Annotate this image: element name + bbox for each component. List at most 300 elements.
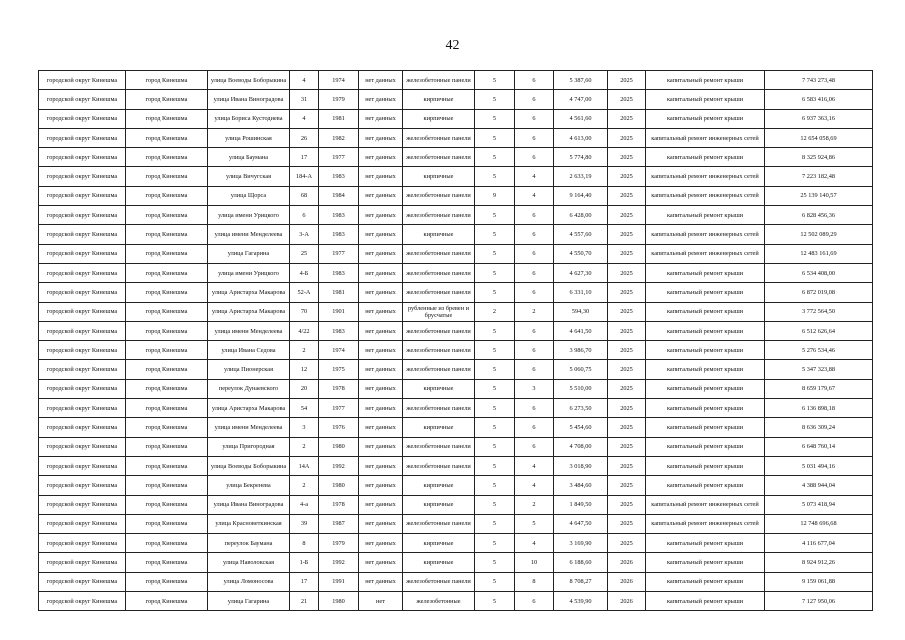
wall-material-cell: железобетонные панели bbox=[403, 71, 475, 90]
cost-cell: 12 654 058,69 bbox=[765, 128, 873, 147]
street-cell: улица Воеводы Боборыкина bbox=[208, 71, 290, 90]
build-year-cell: 1976 bbox=[319, 418, 359, 437]
table-row bbox=[39, 283, 873, 302]
floors-cell: 5 bbox=[475, 399, 515, 418]
floors-cell: 5 bbox=[475, 341, 515, 360]
plan-year-cell: 2025 bbox=[608, 128, 646, 147]
build-year-cell: 1981 bbox=[319, 283, 359, 302]
street-cell: улица имени Менделеева bbox=[208, 225, 290, 244]
work-type-cell: капитальный ремонт крыши bbox=[646, 321, 765, 340]
settlement-cell: город Кинешма bbox=[126, 456, 208, 475]
cost-cell: 7 223 182,48 bbox=[765, 167, 873, 186]
house-number-cell: 2 bbox=[290, 341, 319, 360]
work-type-cell: капитальный ремонт инженерных сетей bbox=[646, 186, 765, 205]
commission-year-cell: нет данных bbox=[359, 534, 403, 553]
work-type-cell: капитальный ремонт крыши bbox=[646, 360, 765, 379]
settlement-cell: город Кинешма bbox=[126, 206, 208, 225]
street-cell: улица Бориса Кустодиева bbox=[208, 109, 290, 128]
house-number-cell: 3-А bbox=[290, 225, 319, 244]
house-number-cell: 54 bbox=[290, 399, 319, 418]
area-cell: 3 986,70 bbox=[554, 341, 608, 360]
cost-cell: 12 748 696,68 bbox=[765, 514, 873, 533]
build-year-cell: 1980 bbox=[319, 437, 359, 456]
entrances-cell: 4 bbox=[515, 167, 554, 186]
wall-material-cell: железобетонные панели bbox=[403, 148, 475, 167]
cost-cell: 5 347 323,88 bbox=[765, 360, 873, 379]
area-cell: 4 613,00 bbox=[554, 128, 608, 147]
settlement-cell: город Кинешма bbox=[126, 321, 208, 340]
work-type-cell: капитальный ремонт крыши bbox=[646, 263, 765, 282]
work-type-cell: капитальный ремонт крыши bbox=[646, 90, 765, 109]
cost-cell: 7 743 273,48 bbox=[765, 71, 873, 90]
commission-year-cell: нет данных bbox=[359, 128, 403, 147]
plan-year-cell: 2025 bbox=[608, 206, 646, 225]
plan-year-cell: 2026 bbox=[608, 592, 646, 611]
table-row bbox=[39, 495, 873, 514]
municipality-cell: городской округ Кинешма bbox=[39, 148, 126, 167]
build-year-cell: 1980 bbox=[319, 592, 359, 611]
street-cell: улица Вичугская bbox=[208, 167, 290, 186]
settlement-cell: город Кинешма bbox=[126, 263, 208, 282]
plan-year-cell: 2025 bbox=[608, 244, 646, 263]
wall-material-cell: железобетонные панели bbox=[403, 437, 475, 456]
area-cell: 594,30 bbox=[554, 302, 608, 321]
entrances-cell: 4 bbox=[515, 476, 554, 495]
settlement-cell: город Кинешма bbox=[126, 418, 208, 437]
plan-year-cell: 2025 bbox=[608, 148, 646, 167]
house-number-cell: 39 bbox=[290, 514, 319, 533]
commission-year-cell: нет данных bbox=[359, 553, 403, 572]
build-year-cell: 1974 bbox=[319, 71, 359, 90]
municipality-cell: городской округ Кинешма bbox=[39, 592, 126, 611]
work-type-cell: капитальный ремонт крыши bbox=[646, 437, 765, 456]
cost-cell: 6 828 456,36 bbox=[765, 206, 873, 225]
build-year-cell: 1974 bbox=[319, 341, 359, 360]
floors-cell: 5 bbox=[475, 418, 515, 437]
table-row bbox=[39, 399, 873, 418]
street-cell: улица Бекренева bbox=[208, 476, 290, 495]
plan-year-cell: 2025 bbox=[608, 109, 646, 128]
table-row bbox=[39, 437, 873, 456]
work-type-cell: капитальный ремонт крыши bbox=[646, 456, 765, 475]
table-row bbox=[39, 572, 873, 591]
floors-cell: 5 bbox=[475, 379, 515, 398]
settlement-cell: город Кинешма bbox=[126, 437, 208, 456]
area-cell: 6 273,50 bbox=[554, 399, 608, 418]
plan-year-cell: 2025 bbox=[608, 167, 646, 186]
settlement-cell: город Кинешма bbox=[126, 476, 208, 495]
commission-year-cell: нет данных bbox=[359, 263, 403, 282]
municipality-cell: городской округ Кинешма bbox=[39, 283, 126, 302]
commission-year-cell: нет данных bbox=[359, 167, 403, 186]
build-year-cell: 1983 bbox=[319, 321, 359, 340]
cost-cell: 12 502 089,29 bbox=[765, 225, 873, 244]
municipality-cell: городской округ Кинешма bbox=[39, 167, 126, 186]
work-type-cell: капитальный ремонт крыши bbox=[646, 572, 765, 591]
wall-material-cell: кирпичные bbox=[403, 553, 475, 572]
build-year-cell: 1991 bbox=[319, 572, 359, 591]
area-cell: 4 539,90 bbox=[554, 592, 608, 611]
street-cell: улица Щорса bbox=[208, 186, 290, 205]
entrances-cell: 6 bbox=[515, 399, 554, 418]
cost-cell: 4 116 677,04 bbox=[765, 534, 873, 553]
wall-material-cell: железобетонные панели bbox=[403, 206, 475, 225]
entrances-cell: 8 bbox=[515, 572, 554, 591]
entrances-cell: 6 bbox=[515, 592, 554, 611]
entrances-cell: 6 bbox=[515, 244, 554, 263]
cost-cell: 6 534 408,00 bbox=[765, 263, 873, 282]
area-cell: 3 169,90 bbox=[554, 534, 608, 553]
street-cell: улица Пионерская bbox=[208, 360, 290, 379]
entrances-cell: 6 bbox=[515, 206, 554, 225]
entrances-cell: 6 bbox=[515, 109, 554, 128]
plan-year-cell: 2025 bbox=[608, 283, 646, 302]
work-type-cell: капитальный ремонт крыши bbox=[646, 553, 765, 572]
cost-cell: 8 636 309,24 bbox=[765, 418, 873, 437]
table-row bbox=[39, 90, 873, 109]
wall-material-cell: кирпичные bbox=[403, 109, 475, 128]
municipality-cell: городской округ Кинешма bbox=[39, 379, 126, 398]
area-cell: 4 557,60 bbox=[554, 225, 608, 244]
entrances-cell: 2 bbox=[515, 302, 554, 321]
settlement-cell: город Кинешма bbox=[126, 90, 208, 109]
commission-year-cell: нет данных bbox=[359, 476, 403, 495]
area-cell: 4 561,60 bbox=[554, 109, 608, 128]
house-number-cell: 20 bbox=[290, 379, 319, 398]
entrances-cell: 6 bbox=[515, 437, 554, 456]
cost-cell: 6 512 626,64 bbox=[765, 321, 873, 340]
municipality-cell: городской округ Кинешма bbox=[39, 341, 126, 360]
wall-material-cell: железобетонные bbox=[403, 592, 475, 611]
settlement-cell: город Кинешма bbox=[126, 572, 208, 591]
wall-material-cell: железобетонные панели bbox=[403, 244, 475, 263]
house-number-cell: 21 bbox=[290, 592, 319, 611]
commission-year-cell: нет данных bbox=[359, 379, 403, 398]
street-cell: улица имени Урицкого bbox=[208, 263, 290, 282]
cost-cell: 6 937 363,16 bbox=[765, 109, 873, 128]
floors-cell: 5 bbox=[475, 321, 515, 340]
table-row bbox=[39, 514, 873, 533]
work-type-cell: капитальный ремонт крыши bbox=[646, 71, 765, 90]
plan-year-cell: 2025 bbox=[608, 418, 646, 437]
house-number-cell: 4-Б bbox=[290, 263, 319, 282]
municipality-cell: городской округ Кинешма bbox=[39, 456, 126, 475]
street-cell: улица Ломоносова bbox=[208, 572, 290, 591]
entrances-cell: 6 bbox=[515, 341, 554, 360]
entrances-cell: 10 bbox=[515, 553, 554, 572]
municipality-cell: городской округ Кинешма bbox=[39, 225, 126, 244]
municipality-cell: городской округ Кинешма bbox=[39, 534, 126, 553]
area-cell: 5 774,80 bbox=[554, 148, 608, 167]
settlement-cell: город Кинешма bbox=[126, 592, 208, 611]
street-cell: улица Аристарха Макарова bbox=[208, 283, 290, 302]
build-year-cell: 1987 bbox=[319, 514, 359, 533]
house-number-cell: 6 bbox=[290, 206, 319, 225]
floors-cell: 5 bbox=[475, 283, 515, 302]
wall-material-cell: железобетонные панели bbox=[403, 283, 475, 302]
area-cell: 4 641,50 bbox=[554, 321, 608, 340]
work-type-cell: капитальный ремонт крыши bbox=[646, 206, 765, 225]
work-type-cell: капитальный ремонт крыши bbox=[646, 109, 765, 128]
plan-year-cell: 2025 bbox=[608, 321, 646, 340]
build-year-cell: 1977 bbox=[319, 148, 359, 167]
cost-cell: 6 872 019,08 bbox=[765, 283, 873, 302]
table-row bbox=[39, 206, 873, 225]
wall-material-cell: железобетонные панели bbox=[403, 186, 475, 205]
area-cell: 3 018,90 bbox=[554, 456, 608, 475]
settlement-cell: город Кинешма bbox=[126, 534, 208, 553]
municipality-cell: городской округ Кинешма bbox=[39, 399, 126, 418]
commission-year-cell: нет bbox=[359, 592, 403, 611]
municipality-cell: городской округ Кинешма bbox=[39, 71, 126, 90]
settlement-cell: город Кинешма bbox=[126, 244, 208, 263]
cost-cell: 5 073 418,94 bbox=[765, 495, 873, 514]
house-number-cell: 184-А bbox=[290, 167, 319, 186]
wall-material-cell: железобетонные панели bbox=[403, 263, 475, 282]
plan-year-cell: 2025 bbox=[608, 379, 646, 398]
street-cell: улица Воеводы Боборыкина bbox=[208, 456, 290, 475]
wall-material-cell: кирпичные bbox=[403, 225, 475, 244]
cost-cell: 12 483 161,69 bbox=[765, 244, 873, 263]
area-cell: 5 454,60 bbox=[554, 418, 608, 437]
street-cell: улица Гагарина bbox=[208, 592, 290, 611]
table-row bbox=[39, 71, 873, 90]
plan-year-cell: 2026 bbox=[608, 572, 646, 591]
municipality-cell: городской округ Кинешма bbox=[39, 572, 126, 591]
commission-year-cell: нет данных bbox=[359, 90, 403, 109]
settlement-cell: город Кинешма bbox=[126, 360, 208, 379]
settlement-cell: город Кинешма bbox=[126, 167, 208, 186]
build-year-cell: 1992 bbox=[319, 456, 359, 475]
wall-material-cell: железобетонные панели bbox=[403, 514, 475, 533]
plan-year-cell: 2025 bbox=[608, 360, 646, 379]
entrances-cell: 6 bbox=[515, 283, 554, 302]
house-number-cell: 2 bbox=[290, 437, 319, 456]
housing-registry-table bbox=[38, 70, 873, 611]
build-year-cell: 1983 bbox=[319, 206, 359, 225]
street-cell: переулок Баумана bbox=[208, 534, 290, 553]
entrances-cell: 6 bbox=[515, 90, 554, 109]
settlement-cell: город Кинешма bbox=[126, 341, 208, 360]
settlement-cell: город Кинешма bbox=[126, 379, 208, 398]
build-year-cell: 1979 bbox=[319, 90, 359, 109]
work-type-cell: капитальный ремонт крыши bbox=[646, 148, 765, 167]
settlement-cell: город Кинешма bbox=[126, 148, 208, 167]
floors-cell: 5 bbox=[475, 437, 515, 456]
table-row bbox=[39, 553, 873, 572]
street-cell: переулок Дунаевского bbox=[208, 379, 290, 398]
house-number-cell: 2 bbox=[290, 476, 319, 495]
street-cell: улица Аристарха Макарова bbox=[208, 399, 290, 418]
work-type-cell: капитальный ремонт крыши bbox=[646, 418, 765, 437]
commission-year-cell: нет данных bbox=[359, 71, 403, 90]
municipality-cell: городской округ Кинешма bbox=[39, 109, 126, 128]
house-number-cell: 70 bbox=[290, 302, 319, 321]
table-row bbox=[39, 476, 873, 495]
floors-cell: 5 bbox=[475, 514, 515, 533]
floors-cell: 5 bbox=[475, 263, 515, 282]
municipality-cell: городской округ Кинешма bbox=[39, 206, 126, 225]
wall-material-cell: кирпичные bbox=[403, 476, 475, 495]
house-number-cell: 4-а bbox=[290, 495, 319, 514]
floors-cell: 5 bbox=[475, 495, 515, 514]
build-year-cell: 1982 bbox=[319, 128, 359, 147]
wall-material-cell: рубленные из бревен и брусчатые bbox=[403, 302, 475, 321]
entrances-cell: 6 bbox=[515, 360, 554, 379]
municipality-cell: городской округ Кинешма bbox=[39, 360, 126, 379]
plan-year-cell: 2025 bbox=[608, 341, 646, 360]
entrances-cell: 6 bbox=[515, 321, 554, 340]
plan-year-cell: 2025 bbox=[608, 495, 646, 514]
settlement-cell: город Кинешма bbox=[126, 495, 208, 514]
settlement-cell: город Кинешма bbox=[126, 225, 208, 244]
floors-cell: 9 bbox=[475, 186, 515, 205]
cost-cell: 8 924 912,26 bbox=[765, 553, 873, 572]
house-number-cell: 52-А bbox=[290, 283, 319, 302]
entrances-cell: 5 bbox=[515, 514, 554, 533]
plan-year-cell: 2025 bbox=[608, 186, 646, 205]
floors-cell: 5 bbox=[475, 148, 515, 167]
wall-material-cell: кирпичные bbox=[403, 534, 475, 553]
house-number-cell: 17 bbox=[290, 572, 319, 591]
cost-cell: 5 276 534,46 bbox=[765, 341, 873, 360]
street-cell: улица Наволокская bbox=[208, 553, 290, 572]
floors-cell: 5 bbox=[475, 534, 515, 553]
floors-cell: 5 bbox=[475, 572, 515, 591]
build-year-cell: 1983 bbox=[319, 167, 359, 186]
street-cell: улица Рошинская bbox=[208, 128, 290, 147]
plan-year-cell: 2025 bbox=[608, 263, 646, 282]
commission-year-cell: нет данных bbox=[359, 186, 403, 205]
area-cell: 2 633,19 bbox=[554, 167, 608, 186]
entrances-cell: 3 bbox=[515, 379, 554, 398]
house-number-cell: 4 bbox=[290, 71, 319, 90]
area-cell: 4 647,50 bbox=[554, 514, 608, 533]
build-year-cell: 1978 bbox=[319, 495, 359, 514]
build-year-cell: 1979 bbox=[319, 534, 359, 553]
floors-cell: 5 bbox=[475, 167, 515, 186]
street-cell: улица Баумана bbox=[208, 148, 290, 167]
wall-material-cell: кирпичные bbox=[403, 90, 475, 109]
area-cell: 4 708,00 bbox=[554, 437, 608, 456]
plan-year-cell: 2025 bbox=[608, 476, 646, 495]
commission-year-cell: нет данных bbox=[359, 572, 403, 591]
plan-year-cell: 2025 bbox=[608, 90, 646, 109]
cost-cell: 8 659 179,67 bbox=[765, 379, 873, 398]
commission-year-cell: нет данных bbox=[359, 341, 403, 360]
build-year-cell: 1977 bbox=[319, 244, 359, 263]
plan-year-cell: 2025 bbox=[608, 71, 646, 90]
work-type-cell: капитальный ремонт крыши bbox=[646, 534, 765, 553]
street-cell: улица имени Менделеева bbox=[208, 321, 290, 340]
cost-cell: 3 772 564,50 bbox=[765, 302, 873, 321]
build-year-cell: 1983 bbox=[319, 263, 359, 282]
floors-cell: 5 bbox=[475, 476, 515, 495]
street-cell: улица Аристарха Макарова bbox=[208, 302, 290, 321]
floors-cell: 5 bbox=[475, 360, 515, 379]
municipality-cell: городской округ Кинешма bbox=[39, 476, 126, 495]
entrances-cell: 6 bbox=[515, 148, 554, 167]
wall-material-cell: кирпичные bbox=[403, 418, 475, 437]
build-year-cell: 1981 bbox=[319, 109, 359, 128]
house-number-cell: 3 bbox=[290, 418, 319, 437]
entrances-cell: 4 bbox=[515, 456, 554, 475]
table-row bbox=[39, 244, 873, 263]
plan-year-cell: 2025 bbox=[608, 399, 646, 418]
cost-cell: 9 159 061,88 bbox=[765, 572, 873, 591]
wall-material-cell: железобетонные панели bbox=[403, 456, 475, 475]
house-number-cell: 8 bbox=[290, 534, 319, 553]
plan-year-cell: 2025 bbox=[608, 437, 646, 456]
house-number-cell: 12 bbox=[290, 360, 319, 379]
street-cell: улица имени Урицкого bbox=[208, 206, 290, 225]
work-type-cell: капитальный ремонт инженерных сетей bbox=[646, 225, 765, 244]
commission-year-cell: нет данных bbox=[359, 514, 403, 533]
work-type-cell: капитальный ремонт инженерных сетей bbox=[646, 495, 765, 514]
area-cell: 4 747,00 bbox=[554, 90, 608, 109]
area-cell: 3 484,60 bbox=[554, 476, 608, 495]
floors-cell: 5 bbox=[475, 206, 515, 225]
street-cell: улица Гагарина bbox=[208, 244, 290, 263]
street-cell: улица Ивана Седова bbox=[208, 341, 290, 360]
cost-cell: 7 127 950,06 bbox=[765, 592, 873, 611]
table-row bbox=[39, 360, 873, 379]
house-number-cell: 68 bbox=[290, 186, 319, 205]
build-year-cell: 1975 bbox=[319, 360, 359, 379]
street-cell: улица Пригородная bbox=[208, 437, 290, 456]
table-row bbox=[39, 128, 873, 147]
commission-year-cell: нет данных bbox=[359, 495, 403, 514]
entrances-cell: 6 bbox=[515, 71, 554, 90]
street-cell: улица имени Менделеева bbox=[208, 418, 290, 437]
floors-cell: 5 bbox=[475, 244, 515, 263]
area-cell: 8 708,27 bbox=[554, 572, 608, 591]
table-row bbox=[39, 109, 873, 128]
settlement-cell: город Кинешма bbox=[126, 514, 208, 533]
table-row bbox=[39, 225, 873, 244]
street-cell: улица Красноветкинская bbox=[208, 514, 290, 533]
street-cell: улица Ивана Виноградова bbox=[208, 495, 290, 514]
wall-material-cell: железобетонные панели bbox=[403, 321, 475, 340]
commission-year-cell: нет данных bbox=[359, 225, 403, 244]
page-number: 42 bbox=[445, 38, 460, 53]
table-row bbox=[39, 379, 873, 398]
settlement-cell: город Кинешма bbox=[126, 186, 208, 205]
commission-year-cell: нет данных bbox=[359, 148, 403, 167]
cost-cell: 6 583 416,06 bbox=[765, 90, 873, 109]
municipality-cell: городской округ Кинешма bbox=[39, 90, 126, 109]
table-row bbox=[39, 186, 873, 205]
municipality-cell: городской округ Кинешма bbox=[39, 263, 126, 282]
settlement-cell: город Кинешма bbox=[126, 71, 208, 90]
municipality-cell: городской округ Кинешма bbox=[39, 321, 126, 340]
wall-material-cell: железобетонные панели bbox=[403, 360, 475, 379]
area-cell: 4 550,70 bbox=[554, 244, 608, 263]
work-type-cell: капитальный ремонт инженерных сетей bbox=[646, 167, 765, 186]
work-type-cell: капитальный ремонт крыши bbox=[646, 283, 765, 302]
commission-year-cell: нет данных bbox=[359, 399, 403, 418]
wall-material-cell: кирпичные bbox=[403, 379, 475, 398]
floors-cell: 5 bbox=[475, 553, 515, 572]
cost-cell: 25 139 140,57 bbox=[765, 186, 873, 205]
work-type-cell: капитальный ремонт крыши bbox=[646, 302, 765, 321]
wall-material-cell: кирпичные bbox=[403, 495, 475, 514]
work-type-cell: капитальный ремонт крыши bbox=[646, 341, 765, 360]
entrances-cell: 2 bbox=[515, 495, 554, 514]
entrances-cell: 6 bbox=[515, 128, 554, 147]
table-row bbox=[39, 321, 873, 340]
build-year-cell: 1980 bbox=[319, 476, 359, 495]
